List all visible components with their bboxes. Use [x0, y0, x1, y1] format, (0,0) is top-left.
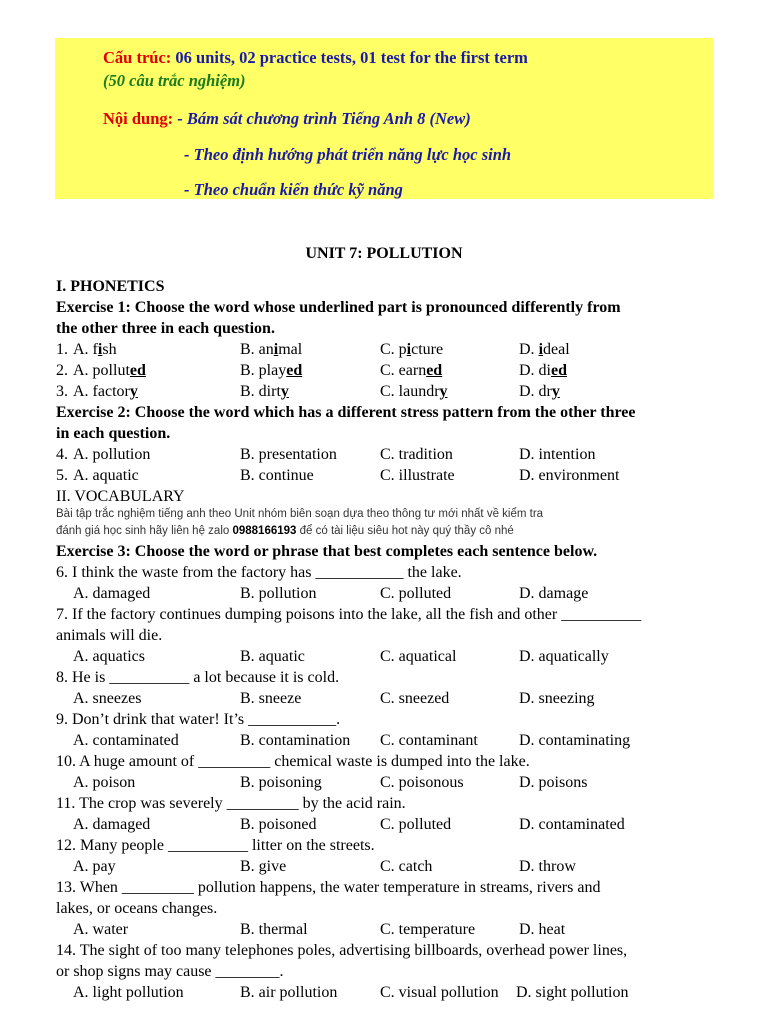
- question-7-stem-cont: animals will die.: [56, 627, 163, 644]
- question-9-stem: 9. Don’t drink that water! It’s ___________.: [56, 711, 341, 728]
- structure-label: Cấu trúc:: [103, 48, 172, 67]
- q9-option-b: B. contamination: [240, 732, 351, 749]
- q11-option-d: D. contaminated: [519, 816, 625, 833]
- content-item-3: - Theo chuẩn kiến thức kỹ năng: [184, 180, 403, 199]
- exercise-2-instruction-cont: in each question.: [56, 425, 171, 442]
- q6-option-d: D. damage: [519, 585, 589, 602]
- q1-option-c: C. picture: [380, 341, 444, 358]
- q14-option-b: B. air pollution: [240, 984, 338, 1001]
- question-1-number: 1.: [56, 341, 68, 358]
- promo-note-line-1: Bài tập trắc nghiệm tiếng anh theo Unit nhóm biên soạn dựa theo thông tư mới nhất về kiểm tra: [56, 508, 544, 520]
- structure-line: [103, 48, 528, 68]
- content-line-1: [103, 109, 471, 129]
- exercise-1-instruction-cont: the other three in each question.: [56, 320, 275, 337]
- q14-option-a: A. light pollution: [73, 984, 184, 1001]
- q10-option-c: C. poisonous: [380, 774, 464, 791]
- q12-option-a: A. pay: [73, 858, 116, 875]
- section-phonetics-heading: I. PHONETICS: [56, 278, 165, 295]
- q5-option-d: D. environment: [519, 467, 620, 484]
- q9-option-c: C. contaminant: [380, 732, 478, 749]
- q1-option-a: A. fish: [73, 341, 117, 358]
- promo-note-line-2: đánh giá học sinh hãy liên hệ zalo 0988166193 để có tài liệu siêu hot này quý thầy cô nhé: [56, 525, 514, 537]
- q7-option-a: A. aquatics: [73, 648, 145, 665]
- q7-option-d: D. aquatically: [519, 648, 609, 665]
- q14-option-d: D. sight pollution: [516, 984, 629, 1001]
- q2-option-d: D. died: [519, 362, 567, 379]
- question-2-number: 2.: [56, 362, 68, 379]
- q13-option-d: D. heat: [519, 921, 566, 938]
- q8-option-c: C. sneezed: [380, 690, 450, 707]
- question-13-stem: 13. When _________ pollution happens, the water temperature in streams, rivers and: [56, 879, 601, 896]
- question-10-stem: 10. A huge amount of _________ chemical waste is dumped into the lake.: [56, 753, 530, 770]
- q11-option-b: B. poisoned: [240, 816, 317, 833]
- q7-option-b: B. aquatic: [240, 648, 305, 665]
- q13-option-c: C. temperature: [380, 921, 476, 938]
- q9-option-d: D. contaminating: [519, 732, 631, 749]
- q2-option-b: B. played: [240, 362, 303, 379]
- exercise-3-instruction: Exercise 3: Choose the word or phrase that best completes each sentence below.: [56, 543, 598, 560]
- structure-text: 06 units, 02 practice tests, 01 test for the first term: [175, 48, 528, 67]
- q11-option-a: A. damaged: [73, 816, 151, 833]
- question-6-stem: 6. I think the waste from the factory has ___________ the lake.: [56, 564, 462, 581]
- q11-option-c: C. polluted: [380, 816, 452, 833]
- q13-option-b: B. thermal: [240, 921, 308, 938]
- q2-option-c: C. earned: [380, 362, 443, 379]
- q5-option-b: B. continue: [240, 467, 314, 484]
- q6-option-a: A. damaged: [73, 585, 151, 602]
- q4-option-a: A. pollution: [73, 446, 151, 463]
- q4-option-c: C. tradition: [380, 446, 453, 463]
- exercise-1-instruction: Exercise 1: Choose the word whose underlined part is pronounced differently from: [56, 299, 621, 316]
- q12-option-d: D. throw: [519, 858, 576, 875]
- question-7-stem: 7. If the factory continues dumping poisons into the lake, all the fish and other __________: [56, 606, 642, 623]
- q5-option-c: C. illustrate: [380, 467, 455, 484]
- question-14-stem-cont: or shop signs may cause ________.: [56, 963, 284, 980]
- unit-title: UNIT 7: POLLUTION: [305, 245, 463, 262]
- content-label: Nội dung:: [103, 109, 174, 128]
- q3-option-b: B. dirty: [240, 383, 289, 400]
- q8-option-a: A. sneezes: [73, 690, 142, 707]
- question-11-stem: 11. The crop was severely _________ by the acid rain.: [56, 795, 406, 812]
- question-14-stem: 14. The sight of too many telephones poles, advertising billboards, overhead power lines,: [56, 942, 628, 959]
- question-count: (50 câu trắc nghiệm): [103, 71, 246, 90]
- q12-option-c: C. catch: [380, 858, 433, 875]
- content-item-1: - Bám sát chương trình Tiếng Anh 8 (New): [177, 109, 471, 128]
- question-8-stem: 8. He is __________ a lot because it is cold.: [56, 669, 340, 686]
- question-13-stem-cont: lakes, or oceans changes.: [56, 900, 218, 917]
- q4-option-d: D. intention: [519, 446, 596, 463]
- q12-option-b: B. give: [240, 858, 287, 875]
- zalo-phone: 0988166193: [232, 525, 297, 537]
- q10-option-b: B. poisoning: [240, 774, 322, 791]
- question-5-number: 5.: [56, 467, 68, 484]
- q8-option-b: B. sneeze: [240, 690, 302, 707]
- q14-option-c: C. visual pollution: [380, 984, 499, 1001]
- q3-option-d: D. dry: [519, 383, 560, 400]
- q1-option-d: D. ideal: [519, 341, 570, 358]
- question-4-number: 4.: [56, 446, 68, 463]
- q6-option-b: B. pollution: [240, 585, 317, 602]
- question-3-number: 3.: [56, 383, 68, 400]
- q10-option-a: A. poison: [73, 774, 136, 791]
- q8-option-d: D. sneezing: [519, 690, 595, 707]
- content-item-2: - Theo định hướng phát triển năng lực học sinh: [184, 145, 512, 164]
- q3-option-a: A. factory: [73, 383, 138, 400]
- q5-option-a: A. aquatic: [73, 467, 139, 484]
- q6-option-c: C. polluted: [380, 585, 452, 602]
- q1-option-b: B. animal: [240, 341, 303, 358]
- q13-option-a: A. water: [73, 921, 129, 938]
- exercise-2-instruction: Exercise 2: Choose the word which has a different stress pattern from the other three: [56, 404, 636, 421]
- q3-option-c: C. laundry: [380, 383, 448, 400]
- q2-option-a: A. polluted: [73, 362, 146, 379]
- section-vocabulary-heading: II. VOCABULARY: [56, 488, 185, 505]
- q10-option-d: D. poisons: [519, 774, 588, 791]
- q4-option-b: B. presentation: [240, 446, 337, 463]
- q7-option-c: C. aquatical: [380, 648, 457, 665]
- question-12-stem: 12. Many people __________ litter on the streets.: [56, 837, 375, 854]
- q9-option-a: A. contaminated: [73, 732, 179, 749]
